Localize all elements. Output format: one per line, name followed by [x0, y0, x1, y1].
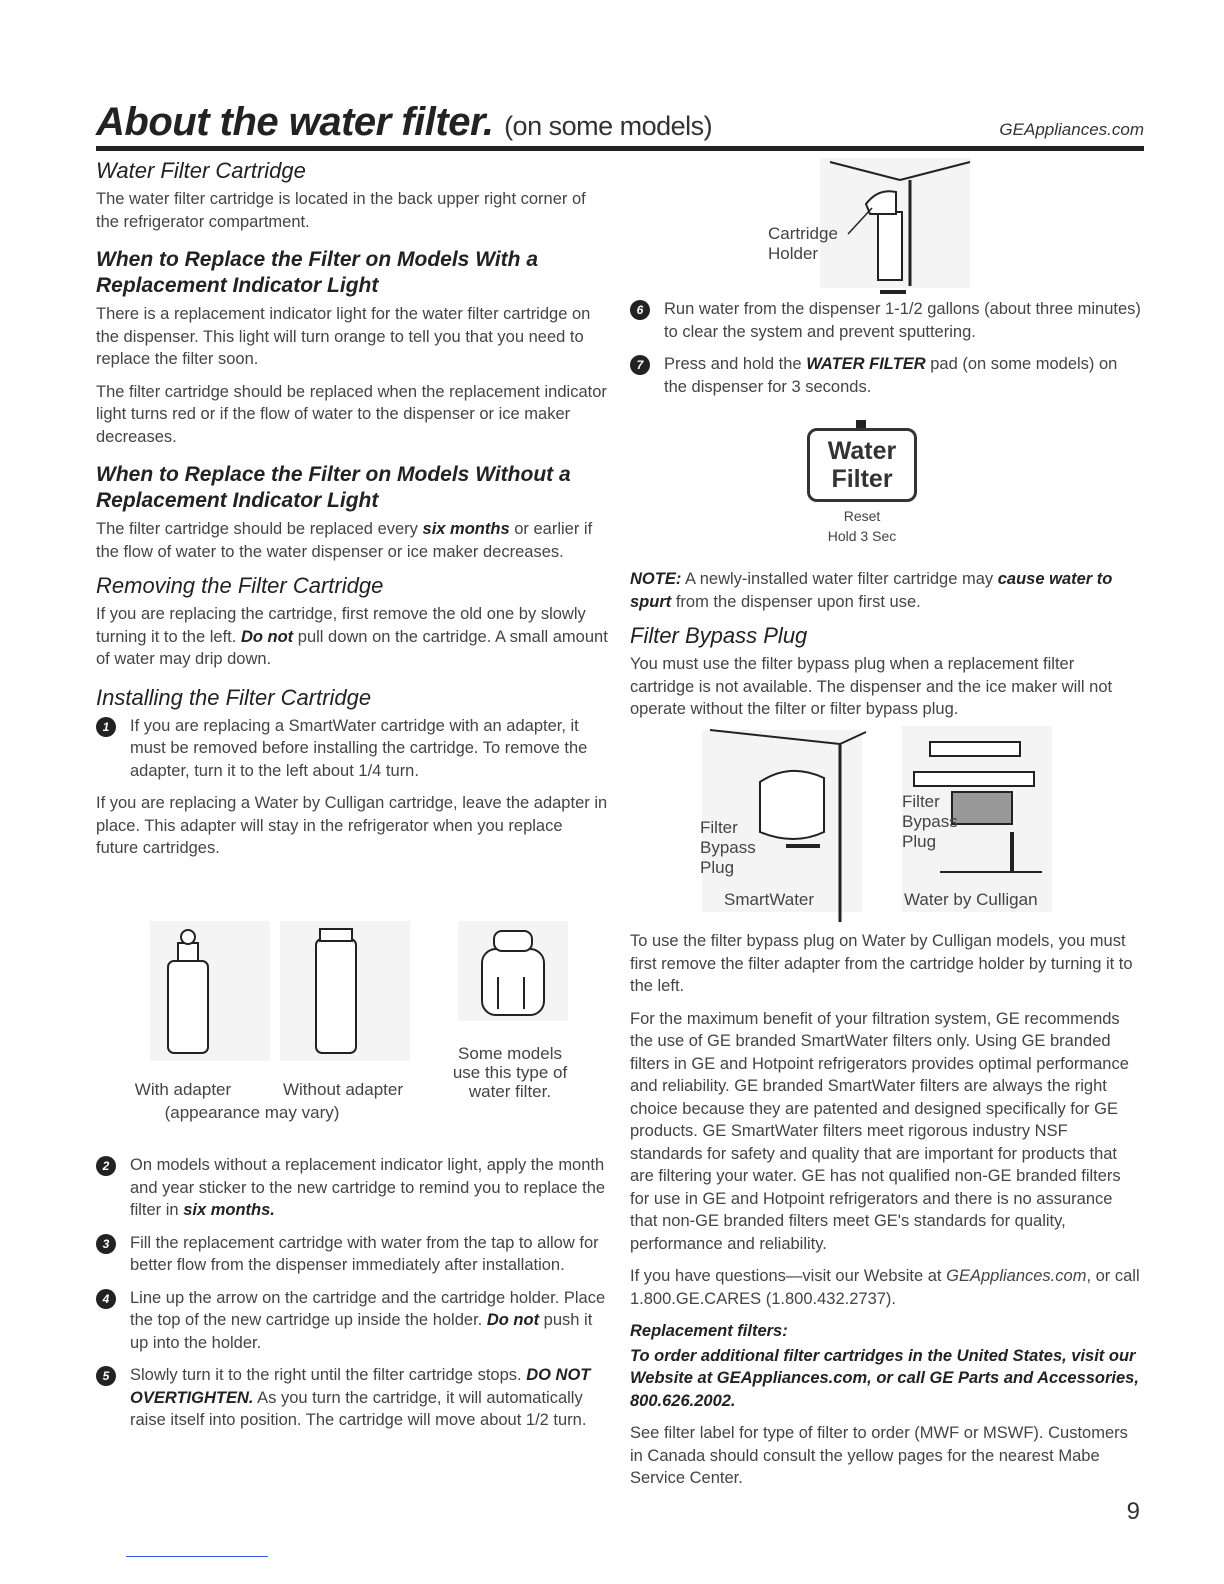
left-steps: [96, 1154, 608, 1442]
para-benefit: For the maximum benefit of your filtration system, GE recommends the use of GE branded SmartWater filters only. Using GE branded filters in GE and Hotpoint refrigerators provides optimal performance and reliability. GE branded SmartWater filters are always the right choice because they are patented and designed specifically for GE products. GE SmartWater filters meet rigorous industry NSF standards for safety and quality that are important for products that are filtering your water. GE has not qualified non-GE branded filters for use in GE and Hotpoint refrigerators and there is no assurance that non-GE branded filters meet GE's standards for quality, performance and reliability.: [630, 1009, 1129, 1253]
smartwater-plug: [760, 771, 824, 839]
step-2: 2 On models without a replacement indicator light, apply the month and year sticker to the new cartridge to remind you to replace the filter in six months.: [96, 1154, 608, 1222]
right-steps: [630, 298, 1142, 408]
culligan-plug: [952, 792, 1012, 824]
para-removing: If you are replacing the cartridge, first remove the old one by slowly turning it to the left. Do not pull down on the cartridge. A small amount of water may drip down.: [96, 605, 608, 668]
caption-culligan: Water by Culligan: [904, 890, 1038, 909]
cartridge-with-adapter: [168, 961, 208, 1053]
cartridge-without-adapter: [316, 939, 356, 1053]
para-cartridge: The water filter cartridge is located in the back upper right corner of the refrigerator compartment.: [96, 190, 586, 231]
step-5: 5 Slowly turn it to the right until the filter cartridge stops. DO NOT OVERTIGHTEN. As you turn the cartridge, it will automatically raise itself into position. The cartridge will move about 1/2 turn.: [96, 1364, 608, 1432]
caption-smartwater-bypass: Filter Bypass Plug: [700, 818, 756, 877]
para-culligan: If you are replacing a Water by Culligan cartridge, leave the adapter in place. This adapter will stay in the refrigerator when you replace future cartridges.: [96, 794, 608, 857]
step-number-2: 2: [96, 1156, 116, 1176]
site-url: GEAppliances.com: [999, 120, 1144, 139]
holder-cartridge: [878, 212, 902, 280]
adapter-cap: [178, 943, 198, 961]
step-number-1: 1: [96, 717, 116, 737]
heading-removing: Removing the Filter Cartridge: [96, 573, 384, 598]
step-number-3: 3: [96, 1234, 116, 1254]
step-number-7: 7: [630, 355, 650, 375]
website-link[interactable]: GEAppliances.com: [946, 1267, 1087, 1285]
left-column: [96, 158, 608, 870]
water-filter-pad[interactable]: Water Filter: [807, 428, 917, 502]
para-order: To order additional filter cartridges in the United States, visit our Website at GEAppliances.com, or call GE Parts and Accessories, 800.626.2002.: [630, 1346, 1139, 1410]
footer-line: [126, 1556, 268, 1557]
caption-smartwater: SmartWater: [724, 890, 815, 909]
page-title: About the water filter. (on some models): [96, 100, 713, 144]
heading-bypass: Filter Bypass Plug: [630, 623, 808, 648]
caption-cartridge-holder: Cartridge Holder: [768, 224, 838, 263]
step-4: 4 Line up the arrow on the cartridge and the cartridge holder. Place the top of the new cartridge up inside the holder. Do not push it up into the holder.: [96, 1287, 608, 1355]
step-6: 6 Run water from the dispenser 1-1/2 gallons (about three minutes) to clear the system and prevent sputtering.: [630, 298, 1142, 343]
caption-some-models: Some models use this type of water filter.: [452, 1044, 568, 1101]
para-questions: If you have questions—visit our Website at GEAppliances.com, or call 1.800.GE.CARES (1.800.432.2737).: [630, 1267, 1140, 1308]
right-column-lower: [630, 930, 1142, 1500]
step-number-4: 4: [96, 1289, 116, 1309]
heading-with-light: When to Replace the Filter on Models With a Replacement Indicator Light: [96, 248, 539, 297]
step-7: 7 Press and hold the WATER FILTER pad (on some models) on the dispenser for 3 seconds.: [630, 353, 1142, 398]
para-with-light-2: The filter cartridge should be replaced when the replacement indicator light turns red or if the flow of water to the dispenser or ice maker decreases.: [96, 382, 607, 446]
step-number-6: 6: [630, 300, 650, 320]
caption-culligan-bypass: Filter Bypass Plug: [902, 792, 958, 851]
step-number-5: 5: [96, 1366, 116, 1386]
squat-filter: [482, 949, 544, 1015]
step-3: 3 Fill the replacement cartridge with water from the tap to allow for better flow from the dispenser immediately after installation.: [96, 1232, 608, 1277]
para-label: See filter label for type of filter to order (MWF or MSWF). Customers in Canada should consult the yellow pages for the nearest Mabe Service Center.: [630, 1424, 1128, 1487]
heading-without-light: When to Replace the Filter on Models Without a Replacement Indicator Light: [96, 463, 571, 512]
caption-without-adapter: Without adapter: [282, 1080, 403, 1099]
header-rule: [96, 146, 1144, 151]
heading-replacement: Replacement filters:: [630, 1322, 788, 1340]
para-note: NOTE: A newly-installed water filter cartridge may cause water to spurt from the dispenser upon first use.: [630, 570, 1113, 611]
step-1: 1 If you are replacing a SmartWater cartridge with an adapter, it must be removed before installing the cartridge. To remove the adapter, turn it to the left about 1/4 turn.: [96, 715, 608, 783]
caption-with-adapter: With adapter: [134, 1080, 232, 1099]
pad-hold-label: Hold 3 Sec: [827, 528, 897, 544]
page-title-sub: (on some models): [504, 111, 713, 141]
para-culligan-bypass: To use the filter bypass plug on Water by Culligan models, you must first remove the filter adapter from the cartridge holder by turning it to the left.: [630, 932, 1133, 995]
right-column: [630, 568, 1142, 731]
heading-installing: Installing the Filter Cartridge: [96, 684, 372, 710]
squat-filter-cap: [494, 931, 532, 951]
pad-reset-label: Reset: [843, 508, 881, 524]
para-bypass: You must use the filter bypass plug when a replacement filter cartridge is not available. The dispenser and the ice maker will not operate without the filter or filter bypass plug.: [630, 655, 1113, 718]
para-with-light-1: There is a replacement indicator light for the water filter cartridge on the dispenser. This light will turn orange to tell you that you need to replace the filter soon.: [96, 305, 591, 368]
heading-cartridge: Water Filter Cartridge: [96, 158, 306, 183]
para-without-light: The filter cartridge should be replaced every six months or earlier if the flow of water to the water dispenser or ice maker decreases.: [96, 520, 593, 561]
caption-appearance: (appearance may vary): [164, 1103, 340, 1122]
adapter-knob: [181, 930, 195, 944]
cartridge-top: [320, 929, 352, 941]
page-number: 9: [1126, 1498, 1140, 1525]
